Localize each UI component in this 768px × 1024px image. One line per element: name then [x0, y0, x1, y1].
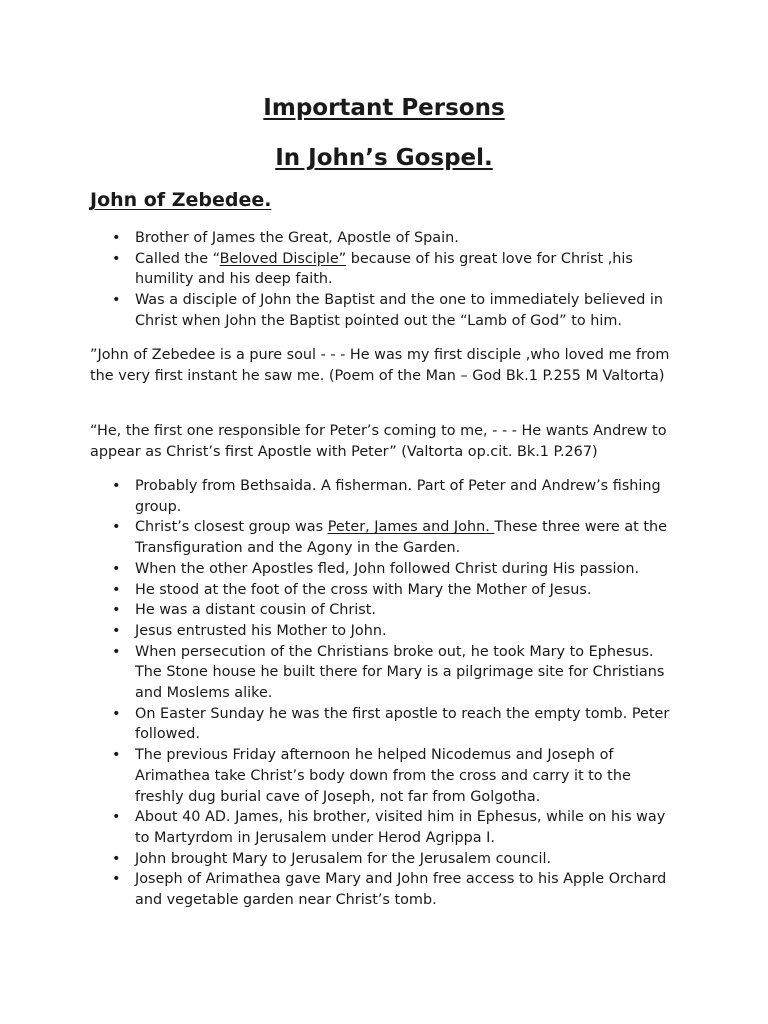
list-item: • He stood at the foot of the cross with Mary the Mother of Jesus. — [90, 580, 680, 601]
list-item: • On Easter Sunday he was the first apostle to reach the empty tomb. Peter followed. — [90, 704, 680, 745]
bullet-list-intro — [90, 228, 680, 332]
list-item — [90, 517, 680, 558]
section-heading: John of Zebedee. — [90, 189, 272, 211]
list-item: • Probably from Bethsaida. A fisherman. Part of Peter and Andrew’s fishing group. — [90, 476, 680, 517]
list-item — [90, 249, 680, 290]
bullet-list-facts — [90, 476, 680, 911]
underlined-phrase: Beloved Disciple” — [219, 250, 347, 267]
list-item: • When the other Apostles fled, John followed Christ during His passion. — [90, 559, 680, 580]
list-item: • Jesus entrusted his Mother to John. — [90, 621, 680, 642]
list-item: • Joseph of Arimathea gave Mary and John free access to his Apple Orchard and vegetable garden near Christ’s tomb. — [90, 869, 680, 910]
underlined-phrase: Peter, James and John. — [327, 519, 495, 536]
document-title-line-1: Important Persons — [263, 95, 505, 121]
list-item: • He was a distant cousin of Christ. — [90, 600, 680, 621]
quote-paragraph: ”John of Zebedee is a pure soul - - - He was my first disciple ,who loved me from the very first instant he saw me. (Poem of the Man – God Bk.1 P.255 M Valtorta) — [90, 347, 670, 384]
list-item: • Was a disciple of John the Baptist and the one to immediately believed in Christ when John the Baptist pointed out the “Lamb of God” to him. — [90, 290, 680, 331]
quote-paragraph: “He, the first one responsible for Peter’s coming to me, - - - He wants Andrew to appear as Christ’s first Apostle with Peter” (Valtorta op.cit. Bk.1 P.267) — [90, 423, 667, 460]
list-item: • The previous Friday afternoon he helped Nicodemus and Joseph of Arimathea take Christ’s body down from the cross and carry it to the freshly dug burial cave of Joseph, not far from Golgotha. — [90, 745, 680, 807]
list-item: • When persecution of the Christians broke out, he took Mary to Ephesus. The Stone house he built there for Mary is a pilgrimage site for Christians and Moslems alike. — [90, 642, 680, 704]
list-item-text: Christ’s closest group was — [135, 519, 328, 536]
list-item: • Brother of James the Great, Apostle of Spain. — [90, 228, 680, 249]
list-item-text: These three were at the Transfiguration and the Agony in the Garden. — [135, 519, 668, 557]
document-title-line-2: In John’s Gospel. — [275, 145, 493, 171]
list-item-text: because of his great love for Christ ,his humility and his deep faith. — [135, 250, 633, 288]
list-item-text: Called the “ — [135, 250, 220, 267]
list-item: • John brought Mary to Jerusalem for the Jerusalem council. — [90, 849, 680, 870]
list-item: • About 40 AD. James, his brother, visited him in Ephesus, while on his way to Martyrdom in Jerusalem under Herod Agrippa I. — [90, 807, 680, 848]
